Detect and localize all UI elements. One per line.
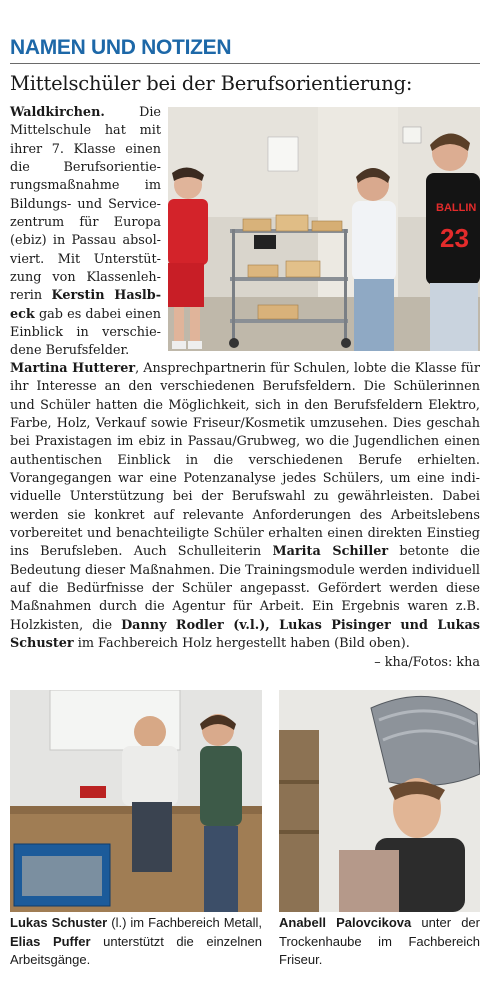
intro-text: Die Mittelschule hat mit ihrer 7. Klasse einen die Berufsorientierungsmaßnahme im Bildungs- und Servicezentrum für Europa (ebiz) in Passau absolviert. Mit Unterstützung von Klassenlehrerin — [10, 105, 161, 304]
body-para-a: , Ansprechpartnerin für Schulen, lobte die Klasse für ihr Interesse an den verschiedenen Berufsfeldern. Die Schülerinnen und Schüler hatten die Möglichkeit, sich in den Berufsfeldern Elektro, Farbe, Holz, Verkauf sowie Friseur/Kosmetik umzusehen. Dies geschah bei Praxistagen im ebiz in Passau/Grubweg, wo die Jugendlichen einen authentischen Einblick in die verschiedenen Berufe erhielten. Vorangegangen war eine Potenzanalyse jedes Schülers, um eine individuelle Unterstützung bei der Berufswahl zu gewährleisten. Dabei werden sie konkret auf relevante Anforderungen des Arbeitslebens vorbereitet und benachteiligte Schüler erhalten einen direkten Einstieg ins Berufsleben. Auch Schulleiterin — [10, 361, 480, 560]
section-title: NAMEN UND NOTIZEN — [10, 36, 232, 59]
article-intro-column — [10, 104, 161, 361]
photo-hairdresser — [279, 690, 480, 912]
caption-name-3: Anabell Palovcikova — [279, 915, 412, 930]
article-headline: Mittelschüler bei der Berufsorientierung: — [10, 72, 413, 95]
principal-name: Marita Schiller — [272, 544, 389, 560]
teacher-name: Kerstin Haslbeck — [10, 288, 161, 322]
shirt-brand: BALLIN — [436, 202, 477, 214]
photo-credit: – kha/Fotos: kha — [374, 655, 480, 670]
caption-name-1: Lukas Schuster — [10, 915, 108, 930]
caption-text-1: (l.) im Fachbereich Metall, — [107, 915, 262, 930]
caption-name-2: Elias Puffer — [10, 933, 91, 949]
caption-text-2: unterstützt die einzelnen Arbeitsgänge. — [10, 933, 262, 967]
body-para-c: im Fachbereich Holz hergestellt haben (Bild oben). — [73, 635, 410, 651]
main-photo-woodwork — [168, 107, 480, 351]
article-body — [10, 360, 480, 653]
students-names: Danny Rodler (v.l.), Lukas Pisinger und Lukas Schuster — [10, 617, 480, 651]
caption-text-3: unter der Trockenhaube im Fachbereich Friseur. — [279, 915, 480, 967]
section-divider — [10, 63, 480, 64]
caption-hairdresser — [279, 914, 480, 970]
contact-name: Martina Hutterer — [10, 361, 136, 376]
caption-metal — [10, 914, 262, 970]
body-para-b: betonte die Bedeutung dieser Maßnahmen. Die Trainingsmodule werden individuell auf die Bedürfnisse der Schüler angepasst. Gefördert werden diese Maßnahmen durch die Agentur für Arbeit. Ein Ergebnis waren z.B. Holzkisten, die — [10, 544, 480, 633]
shirt-number: 23 — [440, 223, 469, 253]
photo-metal-workshop — [10, 690, 262, 912]
intro-text-end: gab es dabei einen Einblick in verschiedene Berufsfelder. — [10, 306, 161, 359]
dateline: Waldkirchen. — [10, 105, 105, 120]
